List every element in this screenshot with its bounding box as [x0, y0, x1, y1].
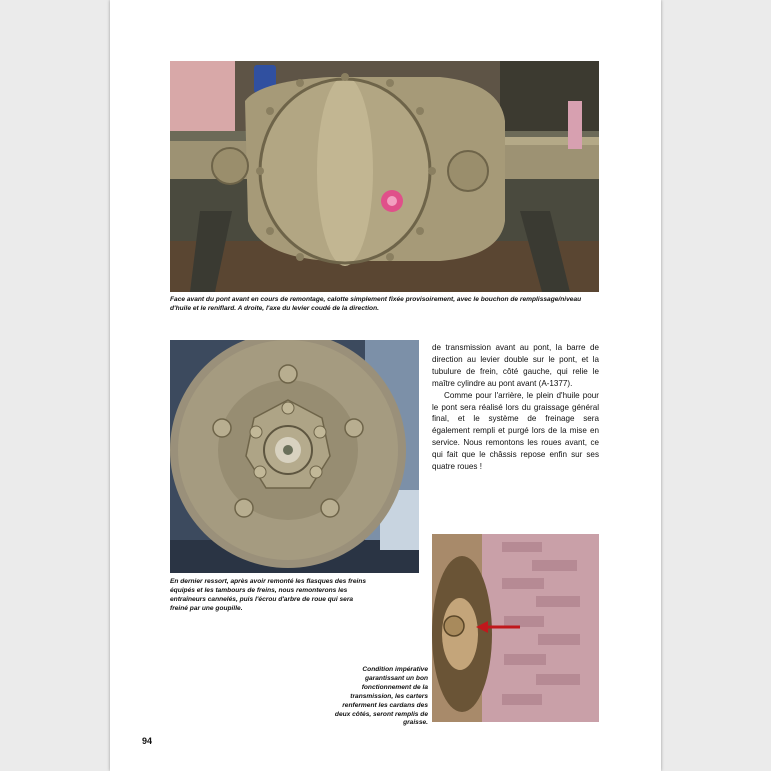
page-number: 94 [142, 736, 153, 746]
tire-caption: Condition impérative garantissant un bon fonctionnement de la transmission, les carters renferment les cardans des deux côtés, seront remplis de graisse. [334, 666, 428, 727]
body-paragraph: de transmission avant au pont, la barre de direction au levier double sur le pont, et la tubulure de frein, côté gauche, qui relie le maître cylindre au pont avant (A-1377). [432, 343, 599, 388]
tire-photo [432, 534, 599, 722]
body-text [432, 342, 599, 473]
tire-photo-drawing [432, 534, 599, 722]
axle-photo [170, 61, 599, 292]
hub-photo [170, 340, 419, 573]
body-paragraph: Comme pour l'arrière, le plein d'huile pour le pont sera réalisé lors du graissage général final, et le système de freinage sera également rempli et purgé lors de la mise en service. Nous remontons les roues avant, ce qui fait que le châssis repose enfin sur ses quatre roues ! [432, 390, 599, 472]
hub-caption: En dernier ressort, après avoir remonté les flasques des freins équipés et les tambours de freins, nous remonterons les entraîneurs cannelés, puis l'écrou d'arbre de roue qui sera freiné par une goupille. [170, 578, 367, 612]
axle-caption: Face avant du pont avant en cours de remontage, calotte simplement fixée provisoirement, avec le bouchon de remplissage/niveau d'huile et le reniflard. A droite, l'axe du levier coudé de la direction. [170, 296, 582, 312]
magazine-page [110, 0, 661, 771]
hub-photo-drawing [170, 340, 419, 573]
axle-photo-drawing [170, 61, 599, 292]
